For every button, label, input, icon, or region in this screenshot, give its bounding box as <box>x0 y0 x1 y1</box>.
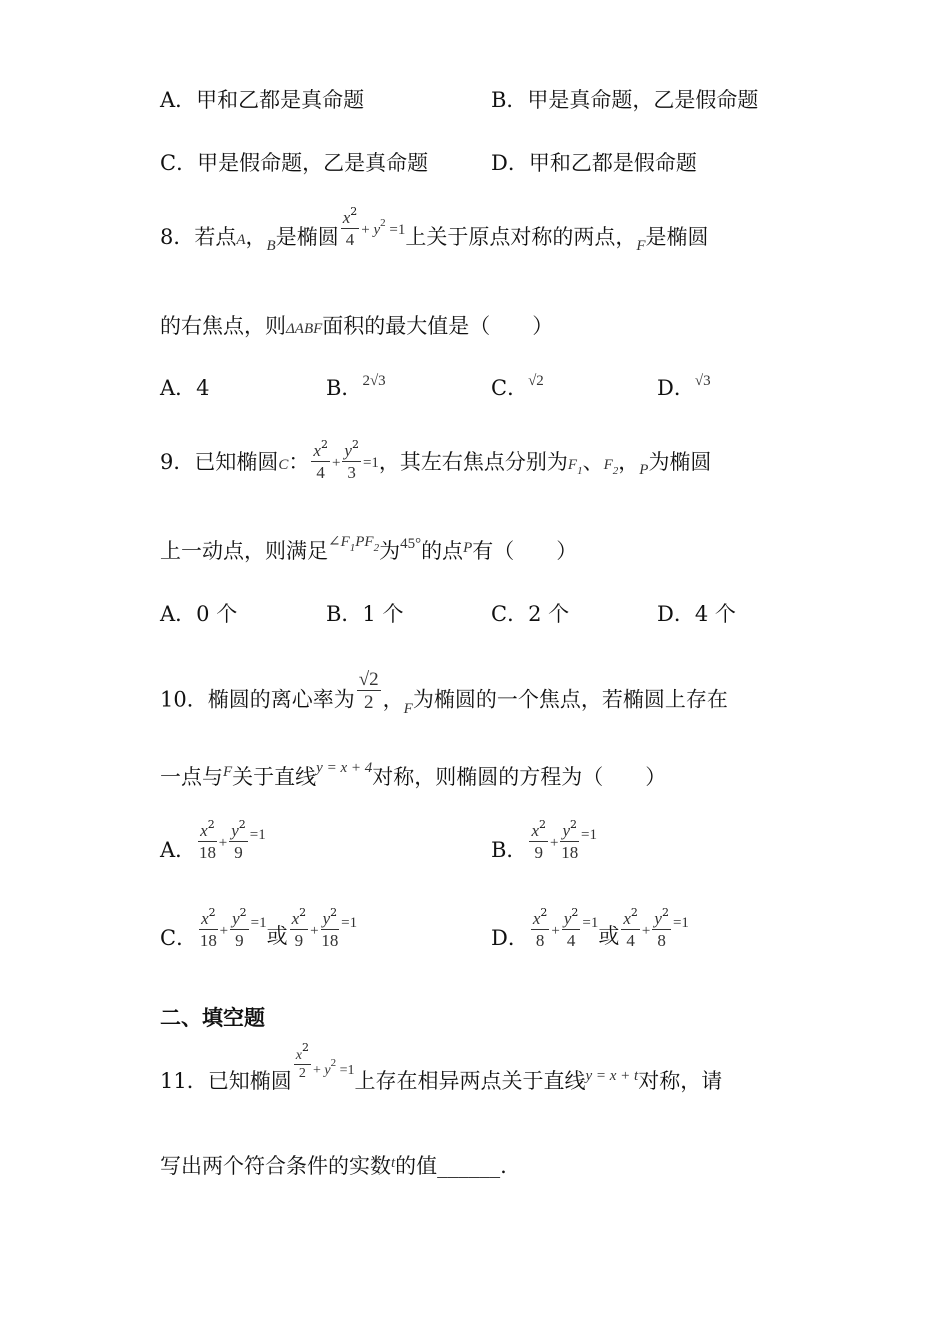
q9-line-2 <box>160 534 578 563</box>
q10-number: 10．椭圆的离心率为 <box>160 687 355 712</box>
eccentricity-fraction: $\frac{√2}{2}$ <box>358 669 379 713</box>
triangle-abf: ΔABF <box>286 321 323 337</box>
q10-option-b: B． $\frac{x^2}{9}$ + $\frac{y^2}{18}$ $^{=1}$ <box>491 818 597 862</box>
focus-f1: $F_1$ <box>567 457 583 477</box>
point-b: B <box>266 238 276 254</box>
q8-text-1: 是椭圆 <box>275 225 339 249</box>
q8-text-5: 面积的最大值是（ ） <box>322 314 554 338</box>
point-p-2: P <box>463 540 473 556</box>
q10-text-3: 关于直线 <box>232 765 317 789</box>
q7-option-b: B．甲是真命题，乙是假命题 <box>491 88 759 112</box>
q10-option-a: A． $\frac{x^2}{18}$ + $\frac{y^2}{9}$ $^{=1}$ <box>160 818 266 862</box>
section-heading: 二、填空题 <box>160 1005 265 1030</box>
q11-line-equation: y = x + t <box>585 1068 639 1084</box>
focus-f: F <box>636 238 646 254</box>
q8-line-1 <box>160 205 709 258</box>
q11-text-1: 上存在相异两点关于直线 <box>354 1069 586 1093</box>
focus-f2: $F_2$ <box>603 457 619 477</box>
comma: ， <box>382 687 404 712</box>
q8-option-b-value: 2√3 <box>362 373 386 389</box>
focus-f-2: F <box>223 764 233 780</box>
q8-text-4: 的右焦点，则 <box>160 314 286 338</box>
q9-option-a: A．0 个 <box>160 602 238 626</box>
variable-t: t <box>391 1155 396 1171</box>
point-p: P <box>639 462 649 478</box>
q8-option-a: A．4 <box>160 376 210 400</box>
angle-f1pf2: ∠F1PF2 <box>328 534 380 554</box>
q9-line-1: 9．已知椭圆C： $\frac{x^2}{4}$ + $\frac{y^2}{3}$ =1，其左右焦点分别为$F_1$、$F_2$，$_P$为椭圆 <box>160 438 712 482</box>
q8-ellipse-rest: + y2 =1 <box>361 217 406 238</box>
q10-option-d: D． $\frac{x^2}{8}$ + $\frac{y^2}{4}$ $^{=1}$或 $\frac{x^2}{4}$ + $\frac{y^2}{8}$ $^{=1}$ <box>491 906 689 950</box>
angle-value: 45° <box>400 536 422 552</box>
q9-option-d: D．4 个 <box>657 602 736 626</box>
q11-text-2: 对称，请 <box>638 1069 723 1093</box>
q10-text-1: 为椭圆的一个焦点，若椭圆上存在 <box>412 687 728 712</box>
q9-option-c: C．2 个 <box>491 602 570 626</box>
q8-number: 8．若点 <box>160 225 237 249</box>
q10-option-c: C． $\frac{x^2}{18}$ + $\frac{y^2}{9}$ $^{=1}$或 $\frac{x^2}{9}$ + $\frac{y^2}{18}$ $^{=1}$ <box>160 906 358 950</box>
q11-number: 11．已知椭圆 <box>160 1069 292 1093</box>
q9-option-b: B．1 个 <box>326 602 404 626</box>
q8-option-d: D．$^{√3}$ <box>657 373 711 400</box>
q9-text-3: 上一动点，则满足 <box>160 539 328 563</box>
focus-f: F <box>403 700 413 717</box>
q10-text-2: 一点与 <box>160 765 223 789</box>
q9-text-6: 有（ ） <box>472 539 578 563</box>
line-equation: y = x + 4 <box>316 760 373 776</box>
comma: ， <box>618 450 640 474</box>
q8-option-b: B．$^{2√3}$ <box>326 373 386 400</box>
q8-option-c: C．$^{√2}$ <box>491 373 544 400</box>
q9-text-5: 的点 <box>421 539 464 563</box>
q8-line-2 <box>160 316 553 337</box>
q10-line-1 <box>160 669 728 722</box>
separator: 、 <box>582 450 604 474</box>
q9-fraction-x: $\frac{x^2}{4}$ <box>313 438 328 482</box>
q10-line-2 <box>160 760 667 789</box>
q11-ellipse-fraction: $\frac{x^2}{2}$ <box>295 1041 309 1081</box>
q8-text-3: 是椭圆 <box>645 225 709 249</box>
q11-answer-blank[interactable]: 的值______. <box>395 1154 507 1178</box>
q7-option-c: C．甲是假命题，乙是真命题 <box>160 151 429 175</box>
colon: ： <box>288 450 310 474</box>
comma: ， <box>245 225 267 249</box>
ellipse-c: C <box>278 457 289 473</box>
point-a: A <box>236 232 246 248</box>
q8-option-d-value: √3 <box>694 373 711 389</box>
q9-text-1: ，其左右焦点分别为 <box>378 450 568 474</box>
q9-text-4: 为 <box>379 539 401 563</box>
q11-text-3: 写出两个符合条件的实数 <box>160 1154 391 1178</box>
q7-option-a: A．甲和乙都是真命题 <box>160 88 365 112</box>
q11-line-1: 11．已知椭圆 $\frac{x^2}{2}$ $^{+ y^2 =1}$上存在相异两点关于直线$^{y = x + t}$对称，请 <box>160 1041 723 1093</box>
q9-text-2: 为椭圆 <box>648 450 712 474</box>
q8-text-2: 上关于原点对称的两点， <box>405 225 637 249</box>
q9-fraction-y: $\frac{y^2}{3}$ <box>344 438 359 482</box>
q9-number: 9．已知椭圆 <box>160 450 279 474</box>
q8-ellipse-fraction: $\frac{x^2}{4}$ <box>342 205 358 249</box>
q11-line-2 <box>160 1156 507 1177</box>
q10-text-4: 对称，则椭圆的方程为（ ） <box>372 765 667 789</box>
q7-option-d: D．甲和乙都是假命题 <box>491 151 697 175</box>
q8-option-c-value: √2 <box>528 373 544 389</box>
